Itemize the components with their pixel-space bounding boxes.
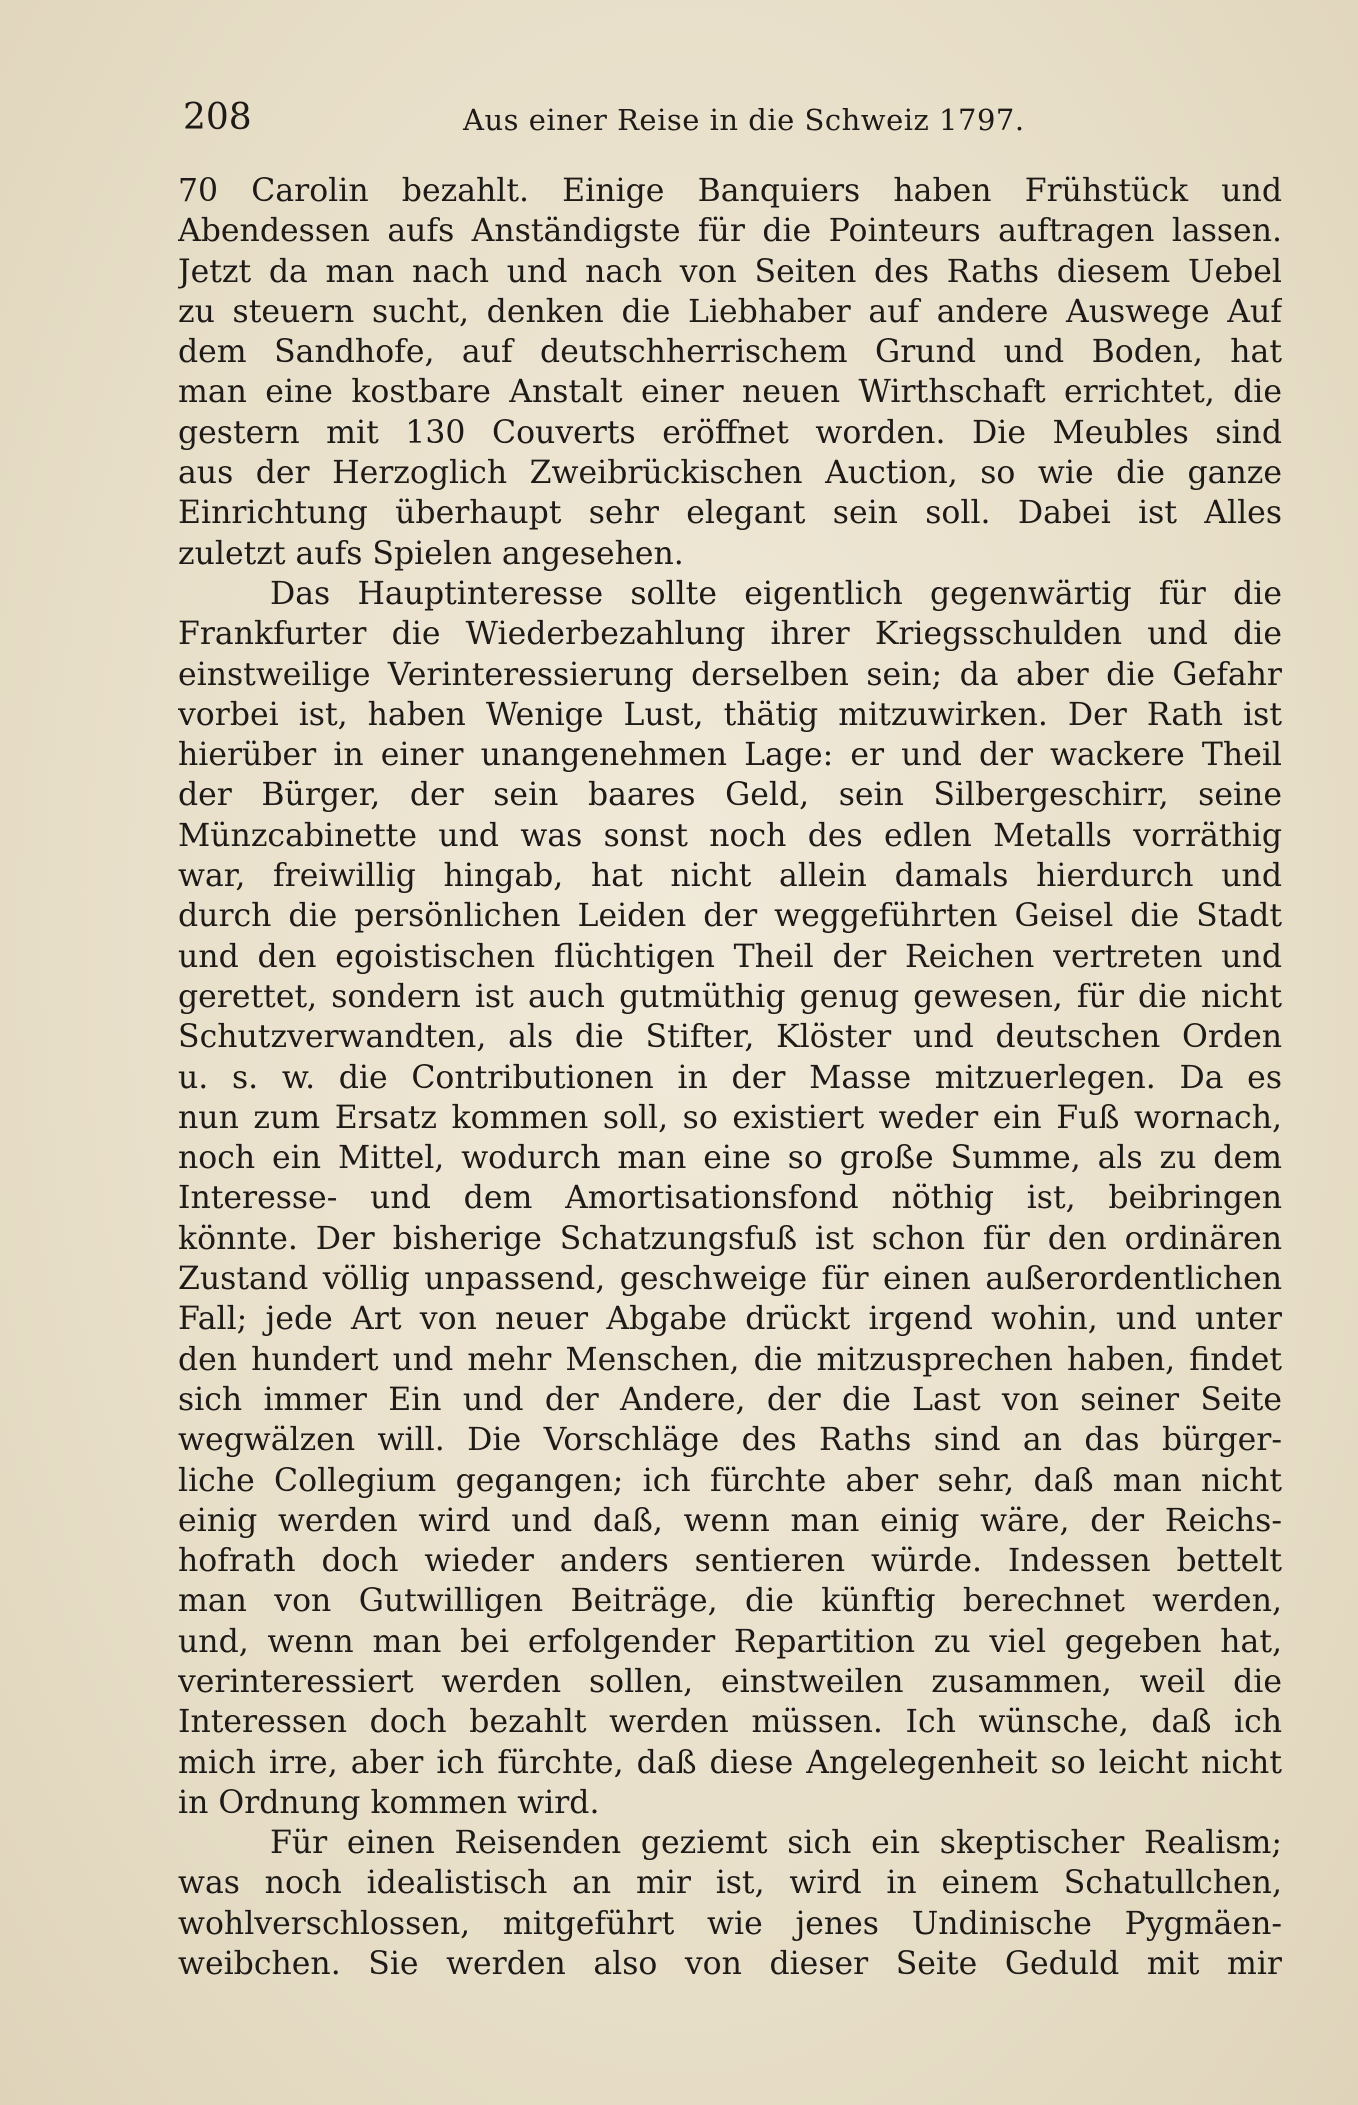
text-line: einstweilige Verinteressierung derselben sein; da aber die Gefahr [178, 656, 1282, 693]
text-line: einig werden wird und daß, wenn man einig wäre, der Reichs- [178, 1502, 1282, 1539]
text-line: weibchen. Sie werden also von dieser Seite Geduld mit mir [178, 1946, 1282, 1983]
running-title: Aus einer Reise in die Schweiz 1797. [463, 103, 1025, 137]
text-line: hofrath doch wieder anders sentieren würde. Indessen bettelt [178, 1543, 1282, 1580]
text-line: hierüber in einer unangenehmen Lage: er und der wackere Theil [178, 737, 1282, 774]
text-line: war, freiwillig hingab, hat nicht allein damals hierdurch und [178, 858, 1282, 895]
text-line: und, wenn man bei erfolgender Repartition zu viel gegeben hat, [178, 1623, 1282, 1660]
text-line: zuletzt aufs Spielen angesehen. [178, 535, 684, 572]
text-line: 70 Carolin bezahlt. Einige Banquiers haben Frühstück und [178, 173, 1282, 209]
page-number: 208 [183, 97, 252, 138]
text-line: man von Gutwilligen Beiträge, die künftig berechnet werden, [178, 1583, 1282, 1620]
text-line: dem Sandhofe, auf deutschherrischem Grund und Boden, hat [178, 334, 1282, 371]
text-line: nun zum Ersatz kommen soll, so existiert weder ein Fuß wornach, [178, 1099, 1282, 1136]
text-line: den hundert und mehr Menschen, die mitzusprechen haben, findet [178, 1341, 1282, 1378]
text-line: liche Collegium gegangen; ich fürchte aber sehr, daß man nicht [178, 1462, 1282, 1499]
text-line: Fall; jede Art von neuer Abgabe drückt irgend wohin, und unter [178, 1301, 1282, 1338]
text-line: man eine kostbare Anstalt einer neuen Wirthschaft errichtet, die [178, 374, 1282, 411]
text-line: der Bürger, der sein baares Geld, sein Silbergeschirr, seine [178, 777, 1282, 814]
text-line: Interessen doch bezahlt werden müssen. Ich wünsche, daß ich [178, 1704, 1282, 1741]
text-line: sich immer Ein und der Andere, der die Last von seiner Seite [178, 1381, 1282, 1418]
text-line: Jetzt da man nach und nach von Seiten des Raths diesem Uebel [178, 253, 1282, 290]
text-line: könnte. Der bisherige Schatzungsfuß ist schon für den ordinären [178, 1220, 1282, 1257]
text-line: zu steuern sucht, denken die Liebhaber auf andere Auswege Auf [178, 293, 1282, 330]
text-line: Das Hauptinteresse sollte eigentlich gegenwärtig für die [270, 575, 1282, 612]
text-line: Für einen Reisenden geziemt sich ein skeptischer Realism; [270, 1825, 1282, 1862]
text-line: Schutzverwandten, als die Stifter, Klöster und deutschen Orden [178, 1019, 1282, 1056]
text-line: wegwälzen will. Die Vorschläge des Raths sind an das bürger- [178, 1422, 1282, 1459]
text-line: aus der Herzoglich Zweibrückischen Auction, so wie die ganze [178, 455, 1282, 492]
body-text [178, 171, 1282, 1984]
page-header [183, 96, 1183, 146]
text-line: wohlverschlossen, mitgeführt wie jenes Undinische Pygmäen- [178, 1905, 1282, 1942]
text-line: gerettet, sondern ist auch gutmüthig genug gewesen, für die nicht [178, 978, 1282, 1015]
text-line: u. s. w. die Contributionen in der Masse mitzuerlegen. Da es [178, 1059, 1282, 1096]
text-line: mich irre, aber ich fürchte, daß diese Angelegenheit so leicht nicht [178, 1744, 1282, 1781]
text-line: noch ein Mittel, wodurch man eine so große Summe, als zu dem [178, 1140, 1282, 1177]
text-line: durch die persönlichen Leiden der weggeführten Geisel die Stadt [178, 898, 1282, 935]
text-line: und den egoistischen flüchtigen Theil der Reichen vertreten und [178, 938, 1282, 975]
text-line: verinteressiert werden sollen, einstweilen zusammen, weil die [178, 1663, 1282, 1700]
text-line: gestern mit 130 Couverts eröffnet worden. Die Meubles sind [178, 414, 1282, 451]
text-line: Frankfurter die Wiederbezahlung ihrer Kriegsschulden und die [178, 616, 1282, 653]
text-line: was noch idealistisch an mir ist, wird in einem Schatullchen, [178, 1865, 1282, 1902]
text-line: vorbei ist, haben Wenige Lust, thätig mitzuwirken. Der Rath ist [178, 696, 1282, 733]
text-line: in Ordnung kommen wird. [178, 1784, 600, 1821]
text-line: Zustand völlig unpassend, geschweige für einen außerordentlichen [178, 1261, 1282, 1298]
text-line: Münzcabinette und was sonst noch des edlen Metalls vorräthig [178, 817, 1282, 854]
text-line: Einrichtung überhaupt sehr elegant sein soll. Dabei ist Alles [178, 495, 1282, 532]
text-line: Abendessen aufs Anständigste für die Pointeurs auftragen lassen. [178, 213, 1282, 250]
text-line: Interesse- und dem Amortisationsfond nöthig ist, beibringen [178, 1180, 1282, 1217]
